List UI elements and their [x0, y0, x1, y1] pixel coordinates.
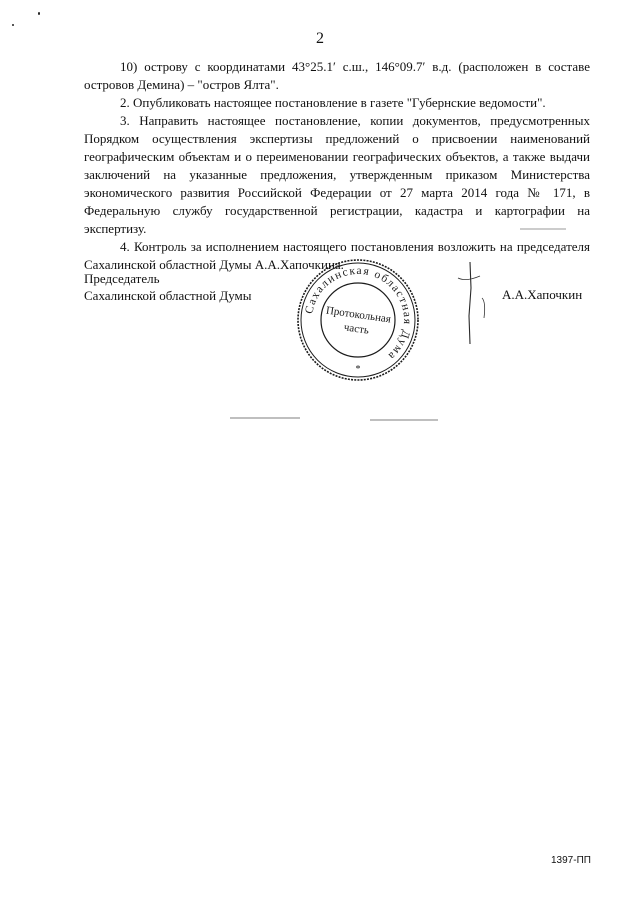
paragraph-send-for-expertise: 3. Направить настоящее постановление, копии документов, предусмотренных Порядком осуществления экспертизы предложений о присвоении наименований географическим объектам и о переименовании географических объектов, а также выдачи заключений на указанные предложения, утвержденным приказом Министерства экономического развития Российской Федерации от 27 марта 2014 года № 171, в Федеральную службу государственной регистрации, кадастра и картографии на экспертизу. — [84, 113, 590, 236]
paragraph-control: 4. Контроль за исполнением настоящего постановления возложить на председателя Сахалинской областной Думы А.А.Хапочкина. — [84, 239, 590, 272]
stamp-ring-text: Сахалинская областная Дума — [303, 264, 414, 363]
signer-name: А.А.Хапочкин — [502, 287, 583, 302]
stamp-center-line2: часть — [343, 321, 370, 337]
page-number: 2 — [316, 30, 324, 47]
stamp-center-line1: Протокольная — [325, 304, 392, 326]
paragraph-publish: 2. Опубликовать настоящее постановление в газете "Губернские ведомости". — [120, 95, 546, 110]
signer-title-line2: Сахалинской областной Думы — [84, 288, 252, 303]
paragraph-item-10: 10) острову с координатами 43°25.1′ с.ш., 146°09.7′ в.д. (расположен в составе островов Демина) – "остров Ялта". — [84, 59, 590, 92]
stamp-star: * — [355, 364, 361, 375]
signer-title-line1: Председатель — [84, 271, 160, 286]
document-code: 1397-ПП — [551, 855, 591, 866]
